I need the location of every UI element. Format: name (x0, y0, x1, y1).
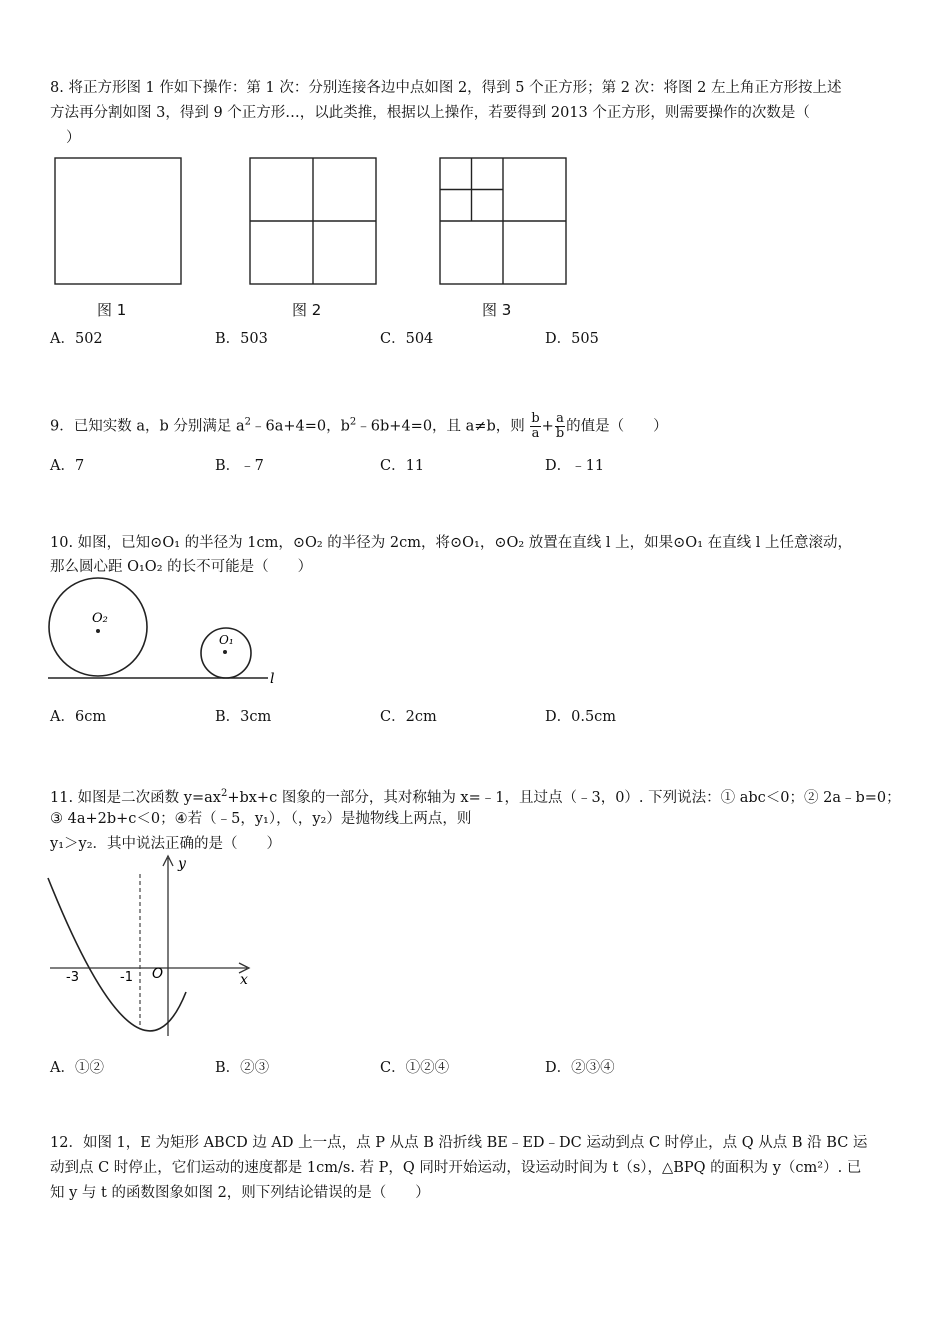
q11-option-d[interactable]: D．②③④ (545, 1060, 615, 1076)
q10-option-b[interactable]: B．3cm (215, 709, 272, 725)
q9-sup-a: 2 (244, 416, 251, 428)
label-minus-3: -3 (66, 970, 79, 985)
q11-stem-line-3: y₁＞y₂．其中说法正确的是（ ） (50, 836, 282, 852)
parabola-curve (48, 878, 186, 1031)
q11-option-c[interactable]: C．①②④ (380, 1060, 450, 1076)
q9-options (50, 456, 850, 476)
q9-sup-b: 2 (349, 416, 357, 428)
q9-prefix: 9．已知实数 a，b 分别满足 a (50, 418, 245, 435)
q8-option-a[interactable]: A．502 (50, 331, 103, 347)
q10-stem-line-1: 10. 如图，已知⊙O₁ 的半径为 1cm，⊙O₂ 的半径为 2cm，将⊙O₁，⊙O₂ 放置在直线 l 上，如果⊙O₁ 在直线 l 上任意滚动， (50, 535, 852, 551)
q12-stem-line-3: 知 y 与 t 的函数图象如图 2，则下列结论错误的是（ ） (50, 1185, 430, 1201)
figure-2-square (250, 158, 376, 284)
center-o2-dot (96, 629, 100, 633)
q9-option-c[interactable]: C．11 (380, 458, 425, 474)
q9-fraction-b-over-a: $\frac{b}{a}$ (531, 411, 540, 441)
q8-stem-line-2: 方法再分割如图 3，得到 9 个正方形…，以此类推，根据以上操作，若要得到 2013 个正方形，则需要操作的次数是（ (50, 105, 810, 121)
q8-option-b[interactable]: B．503 (215, 331, 268, 347)
q9-part2: ﹣6a+4=0，b (251, 418, 350, 435)
q9-fraction-a-over-b: $\frac{a}{b}$ (555, 411, 565, 441)
q9-option-b[interactable]: B．﹣7 (215, 458, 264, 474)
label-y: y (178, 856, 186, 872)
q11-option-a[interactable]: A．①② (50, 1060, 104, 1076)
q10-option-d[interactable]: D．0.5cm (545, 709, 617, 725)
q10-circles-figure (40, 575, 290, 690)
q8-options (50, 329, 850, 349)
q12-stem-line-1: 12．如图 1，E 为矩形 ABCD 边 AD 上一点，点 P 从点 B 沿折线 BE﹣ED﹣DC 运动到点 C 时停止，点 Q 从点 B 沿 BC 运 (50, 1135, 868, 1151)
q11-options (50, 1058, 850, 1078)
q11-stem-line-2: ③ 4a+2b+c＜0；④若（﹣5，y₁），（，y₂）是抛物线上两点，则 (50, 811, 472, 827)
q11-stem-line-1: 11. 如图是二次函数 $y=ax^2+bx+c$ 图象的一部分，其对称轴为 x=﹣1，且过点（﹣3，0）. 下列说法：① abc＜0；② 2a﹣b=0； (50, 788, 901, 806)
q8-stem-line-3: ） (66, 130, 81, 146)
center-o1-dot (223, 650, 227, 654)
circle-o2 (49, 578, 147, 676)
q11-parabola-figure (40, 850, 265, 1045)
q10-option-a[interactable]: A．6cm (50, 709, 107, 725)
figure-3-label: 图 3 (482, 301, 512, 319)
q8-stem-line-1: 8. 将正方形图 1 作如下操作：第 1 次：分别连接各边中点如图 2，得到 5 个正方形；第 2 次：将图 2 左上角正方形按上述 (50, 80, 842, 96)
label-origin: O (152, 966, 164, 982)
label-minus-1: -1 (120, 970, 133, 985)
figure-1-square (55, 158, 181, 284)
q12-stem-line-2: 动到点 C 时停止，它们运动的速度都是 1cm/s. 若 P，Q 同时开始运动，设运动时间为 t（s），△BPQ 的面积为 y（cm²）. 已 (50, 1160, 862, 1176)
figure-1-label: 图 1 (97, 301, 127, 319)
label-x: x (240, 972, 248, 988)
q9-option-a[interactable]: A．7 (50, 458, 85, 474)
q10-option-c[interactable]: C．2cm (380, 709, 437, 725)
label-o2: O₂ (92, 611, 108, 626)
q10-options (50, 707, 850, 727)
q9-stem (50, 412, 668, 446)
q8-option-c[interactable]: C．504 (380, 331, 434, 347)
q9-option-d[interactable]: D．﹣11 (545, 458, 605, 474)
label-l: l (270, 671, 275, 687)
q10-stem-line-2: 那么圆心距 O₁O₂ 的长不可能是（ ） (50, 559, 313, 575)
label-o1: O₁ (219, 633, 234, 647)
q9-suffix: 的值是（ ） (566, 418, 668, 435)
q9-part3: ﹣6b+4=0，且 a≠b，则 (356, 418, 525, 435)
q11-option-b[interactable]: B．②③ (215, 1060, 270, 1076)
q8-option-d[interactable]: D．505 (545, 331, 599, 347)
figure-2-label: 图 2 (292, 301, 322, 319)
q9-plus: + (541, 418, 554, 435)
figure-3-square (440, 158, 566, 284)
